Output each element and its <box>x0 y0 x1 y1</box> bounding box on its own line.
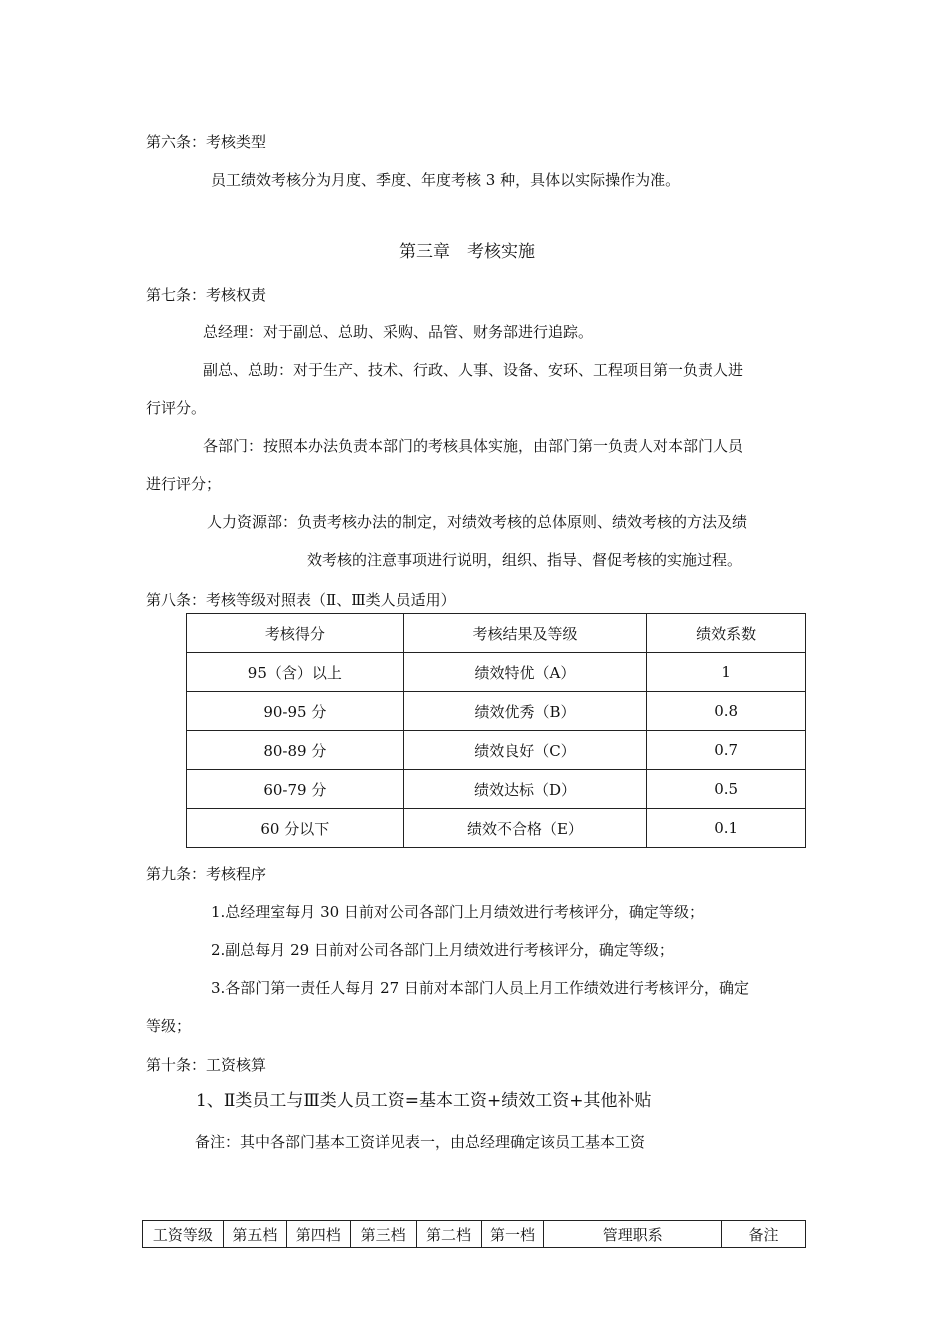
article-7-vp-line2: 行评分。 <box>146 399 207 417</box>
article-6-text: 员工绩效考核分为月度、季度、年度考核 3 种，具体以实际操作为准。 <box>211 171 681 189</box>
salary-table-header: 第一档 <box>481 1221 544 1248</box>
article-9-item2: 2.副总每月 29 日前对公司各部门上月绩效进行考核评分，确定等级； <box>211 941 674 959</box>
coefficient-cell: 0.8 <box>647 692 806 731</box>
grade-cell: 绩效良好（C） <box>403 731 647 770</box>
salary-table-header: 第五档 <box>223 1221 286 1248</box>
grade-table <box>186 613 806 848</box>
table-row <box>187 809 806 848</box>
article-7-gm: 总经理：对于副总、总助、采购、品管、财务部进行追踪。 <box>203 323 594 341</box>
score-cell: 80-89 分 <box>187 731 404 770</box>
article-9-item3-line2: 等级； <box>146 1017 192 1035</box>
grade-table-header-row <box>187 614 806 653</box>
salary-table-header: 备注 <box>722 1221 806 1248</box>
grade-cell: 绩效达标（D） <box>403 770 647 809</box>
table-row <box>187 731 806 770</box>
table-row <box>187 653 806 692</box>
salary-table-header: 第四档 <box>286 1221 350 1248</box>
coefficient-cell: 0.7 <box>647 731 806 770</box>
article-6-heading: 第六条：考核类型 <box>146 133 267 151</box>
table-row <box>187 692 806 731</box>
score-cell: 60 分以下 <box>187 809 404 848</box>
coefficient-cell: 0.1 <box>647 809 806 848</box>
salary-table <box>142 1220 806 1248</box>
salary-table-header: 第三档 <box>350 1221 416 1248</box>
article-10-heading: 第十条：工资核算 <box>146 1056 267 1074</box>
grade-cell: 绩效特优（A） <box>403 653 647 692</box>
coefficient-cell: 0.5 <box>647 770 806 809</box>
article-7-dept-line2: 进行评分； <box>146 475 222 493</box>
grade-cell: 绩效优秀（B） <box>403 692 647 731</box>
score-cell: 95（含）以上 <box>187 653 404 692</box>
article-7-heading: 第七条：考核权责 <box>146 286 267 304</box>
table-row <box>187 770 806 809</box>
grade-cell: 绩效不合格（E） <box>403 809 647 848</box>
article-7-hr-line1: 人力资源部：负责考核办法的制定，对绩效考核的总体原则、绩效考核的方法及绩 <box>207 513 748 531</box>
salary-note: 备注：其中各部门基本工资详见表一，由总经理确定该员工基本工资 <box>195 1133 646 1151</box>
article-9-item1: 1.总经理室每月 30 日前对公司各部门上月绩效进行考核评分，确定等级； <box>211 903 704 921</box>
article-9-item3-line1: 3.各部门第一责任人每月 27 日前对本部门人员上月工作绩效进行考核评分，确定 <box>211 979 749 997</box>
salary-table-header: 工资等级 <box>143 1221 224 1248</box>
salary-formula: 1、Ⅱ类员工与Ⅲ类人员工资=基本工资+绩效工资+其他补贴 <box>196 1091 652 1111</box>
article-7-hr-line2: 效考核的注意事项进行说明，组织、指导、督促考核的实施过程。 <box>307 551 743 569</box>
article-7-vp-line1: 副总、总助：对于生产、技术、行政、人事、设备、安环、工程项目第一负责人进 <box>203 361 744 379</box>
score-cell: 90-95 分 <box>187 692 404 731</box>
chapter-title: 第三章 考核实施 <box>399 242 535 262</box>
coefficient-cell: 1 <box>647 653 806 692</box>
grade-table-header: 考核结果及等级 <box>403 614 647 653</box>
grade-table-header: 考核得分 <box>187 614 404 653</box>
grade-table-header: 绩效系数 <box>647 614 806 653</box>
article-9-heading: 第九条：考核程序 <box>146 865 267 883</box>
article-8-heading: 第八条：考核等级对照表（Ⅱ、Ⅲ类人员适用） <box>146 591 456 609</box>
salary-table-header-row <box>143 1221 806 1248</box>
score-cell: 60-79 分 <box>187 770 404 809</box>
salary-table-header: 管理职系 <box>544 1221 722 1248</box>
article-7-dept-line1: 各部门：按照本办法负责本部门的考核具体实施，由部门第一负责人对本部门人员 <box>203 437 744 455</box>
salary-table-header: 第二档 <box>416 1221 481 1248</box>
